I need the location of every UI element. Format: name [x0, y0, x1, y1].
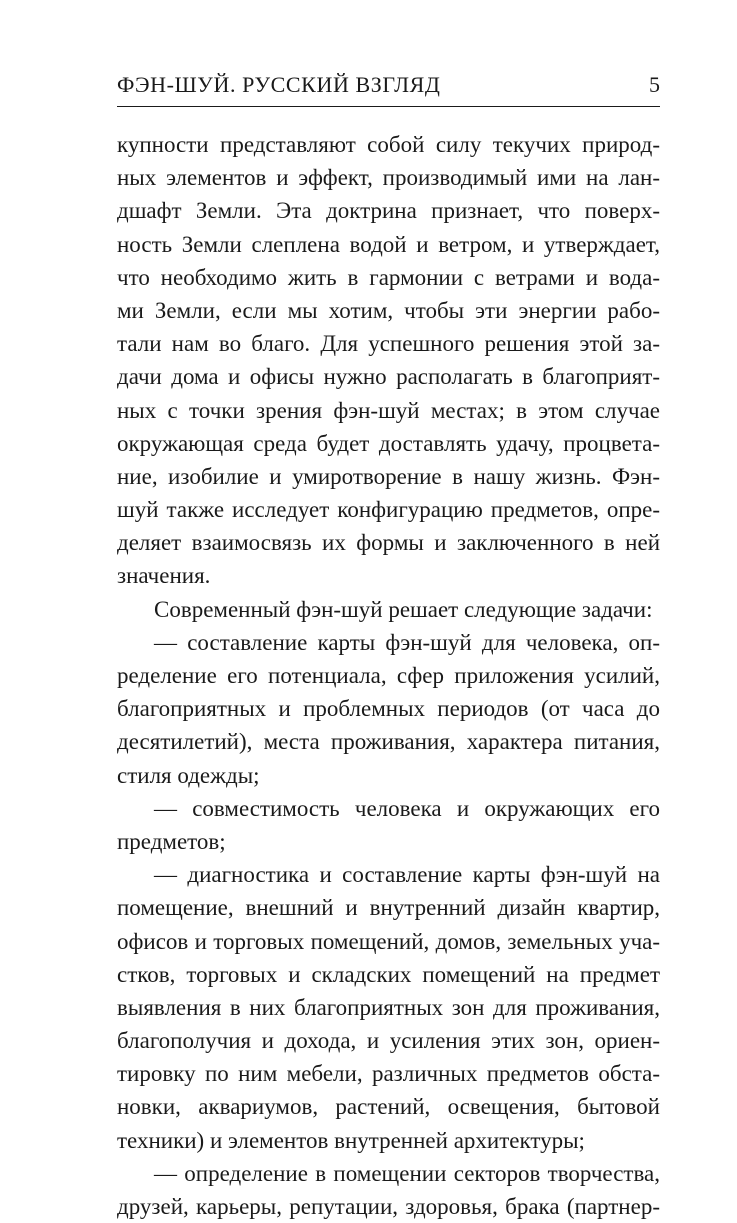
text-line: — диагностика и составление карты фэн-шуй на — [154, 862, 660, 888]
page-number: 5 — [649, 72, 660, 97]
text-line: окружающая среда будет доставлять удачу, процвета- — [117, 430, 660, 456]
text-line: купности представляют собой силу текучих природ- — [117, 132, 660, 157]
text-line: ных с точки зрения фэн-шуй местах; в этом случае — [117, 397, 660, 423]
running-header — [117, 70, 660, 107]
text-line: дшафт Земли. Эта доктрина признает, что поверх- — [117, 198, 660, 224]
text-line: стков, торговых и складских помещений на предмет — [117, 961, 660, 987]
text-line: ми Земли, если мы хотим, чтобы эти энергии рабо- — [117, 297, 660, 323]
text-line: офисов и торговых помещений, домов, земельных уча- — [117, 928, 660, 954]
text-line: значения. — [117, 563, 211, 589]
running-title: ФЭН-ШУЙ. РУССКИЙ ВЗГЛЯД — [117, 72, 441, 97]
text-line: деляет взаимосвязь их формы и заключенного в ней — [117, 530, 660, 556]
text-line: друзей, карьеры, репутации, здоровья, брака (партнер- — [117, 1194, 660, 1219]
body-text — [117, 128, 660, 1223]
text-line: стиля одежды; — [117, 762, 260, 788]
text-line: — совместимость человека и окружающих его — [154, 795, 660, 821]
text-line: ределение его потенциала, сфер приложения усилий, — [117, 663, 660, 688]
text-line: — составление карты фэн-шуй для человека, оп- — [154, 629, 660, 655]
text-line: помещение, внешний и внутренний дизайн квартир, — [117, 895, 660, 921]
text-line: предметов; — [117, 828, 226, 854]
text-line: дачи дома и офисы нужно располагать в благоприят- — [117, 364, 660, 390]
text-line: выявления в них благоприятных зон для проживания, — [117, 994, 660, 1020]
text-line: благополучия и дохода, и усиления этих зон, ориен- — [117, 1028, 660, 1054]
text-line: ность Земли слеплена водой и ветром, и утверждает, — [117, 231, 660, 257]
text-line: новки, аквариумов, растений, освещения, бытовой — [117, 1094, 660, 1120]
text-line: благоприятных и проблемных периодов (от часа до — [117, 696, 660, 722]
text-line: тали нам во благо. Для успешного решения этой за- — [117, 331, 660, 357]
text-line: ных элементов и эффект, производимый ими на лан- — [117, 165, 660, 191]
text-line: шуй также исследует конфигурацию предметов, опре- — [117, 497, 660, 523]
text-line: ние, изобилие и умиротворение в нашу жизнь. Фэн- — [117, 463, 660, 489]
text-line: Современный фэн-шуй решает следующие задачи: — [154, 596, 653, 622]
text-line: техники) и элементов внутренней архитектуры; — [117, 1127, 585, 1153]
text-line: тировку по ним мебели, различных предметов обста- — [117, 1061, 660, 1087]
text-line: — определение в помещении секторов творчества, — [154, 1160, 660, 1186]
text-line: десятилетий), места проживания, характера питания, — [117, 729, 660, 755]
text-line: что необходимо жить в гармонии с ветрами и вода- — [117, 264, 660, 290]
